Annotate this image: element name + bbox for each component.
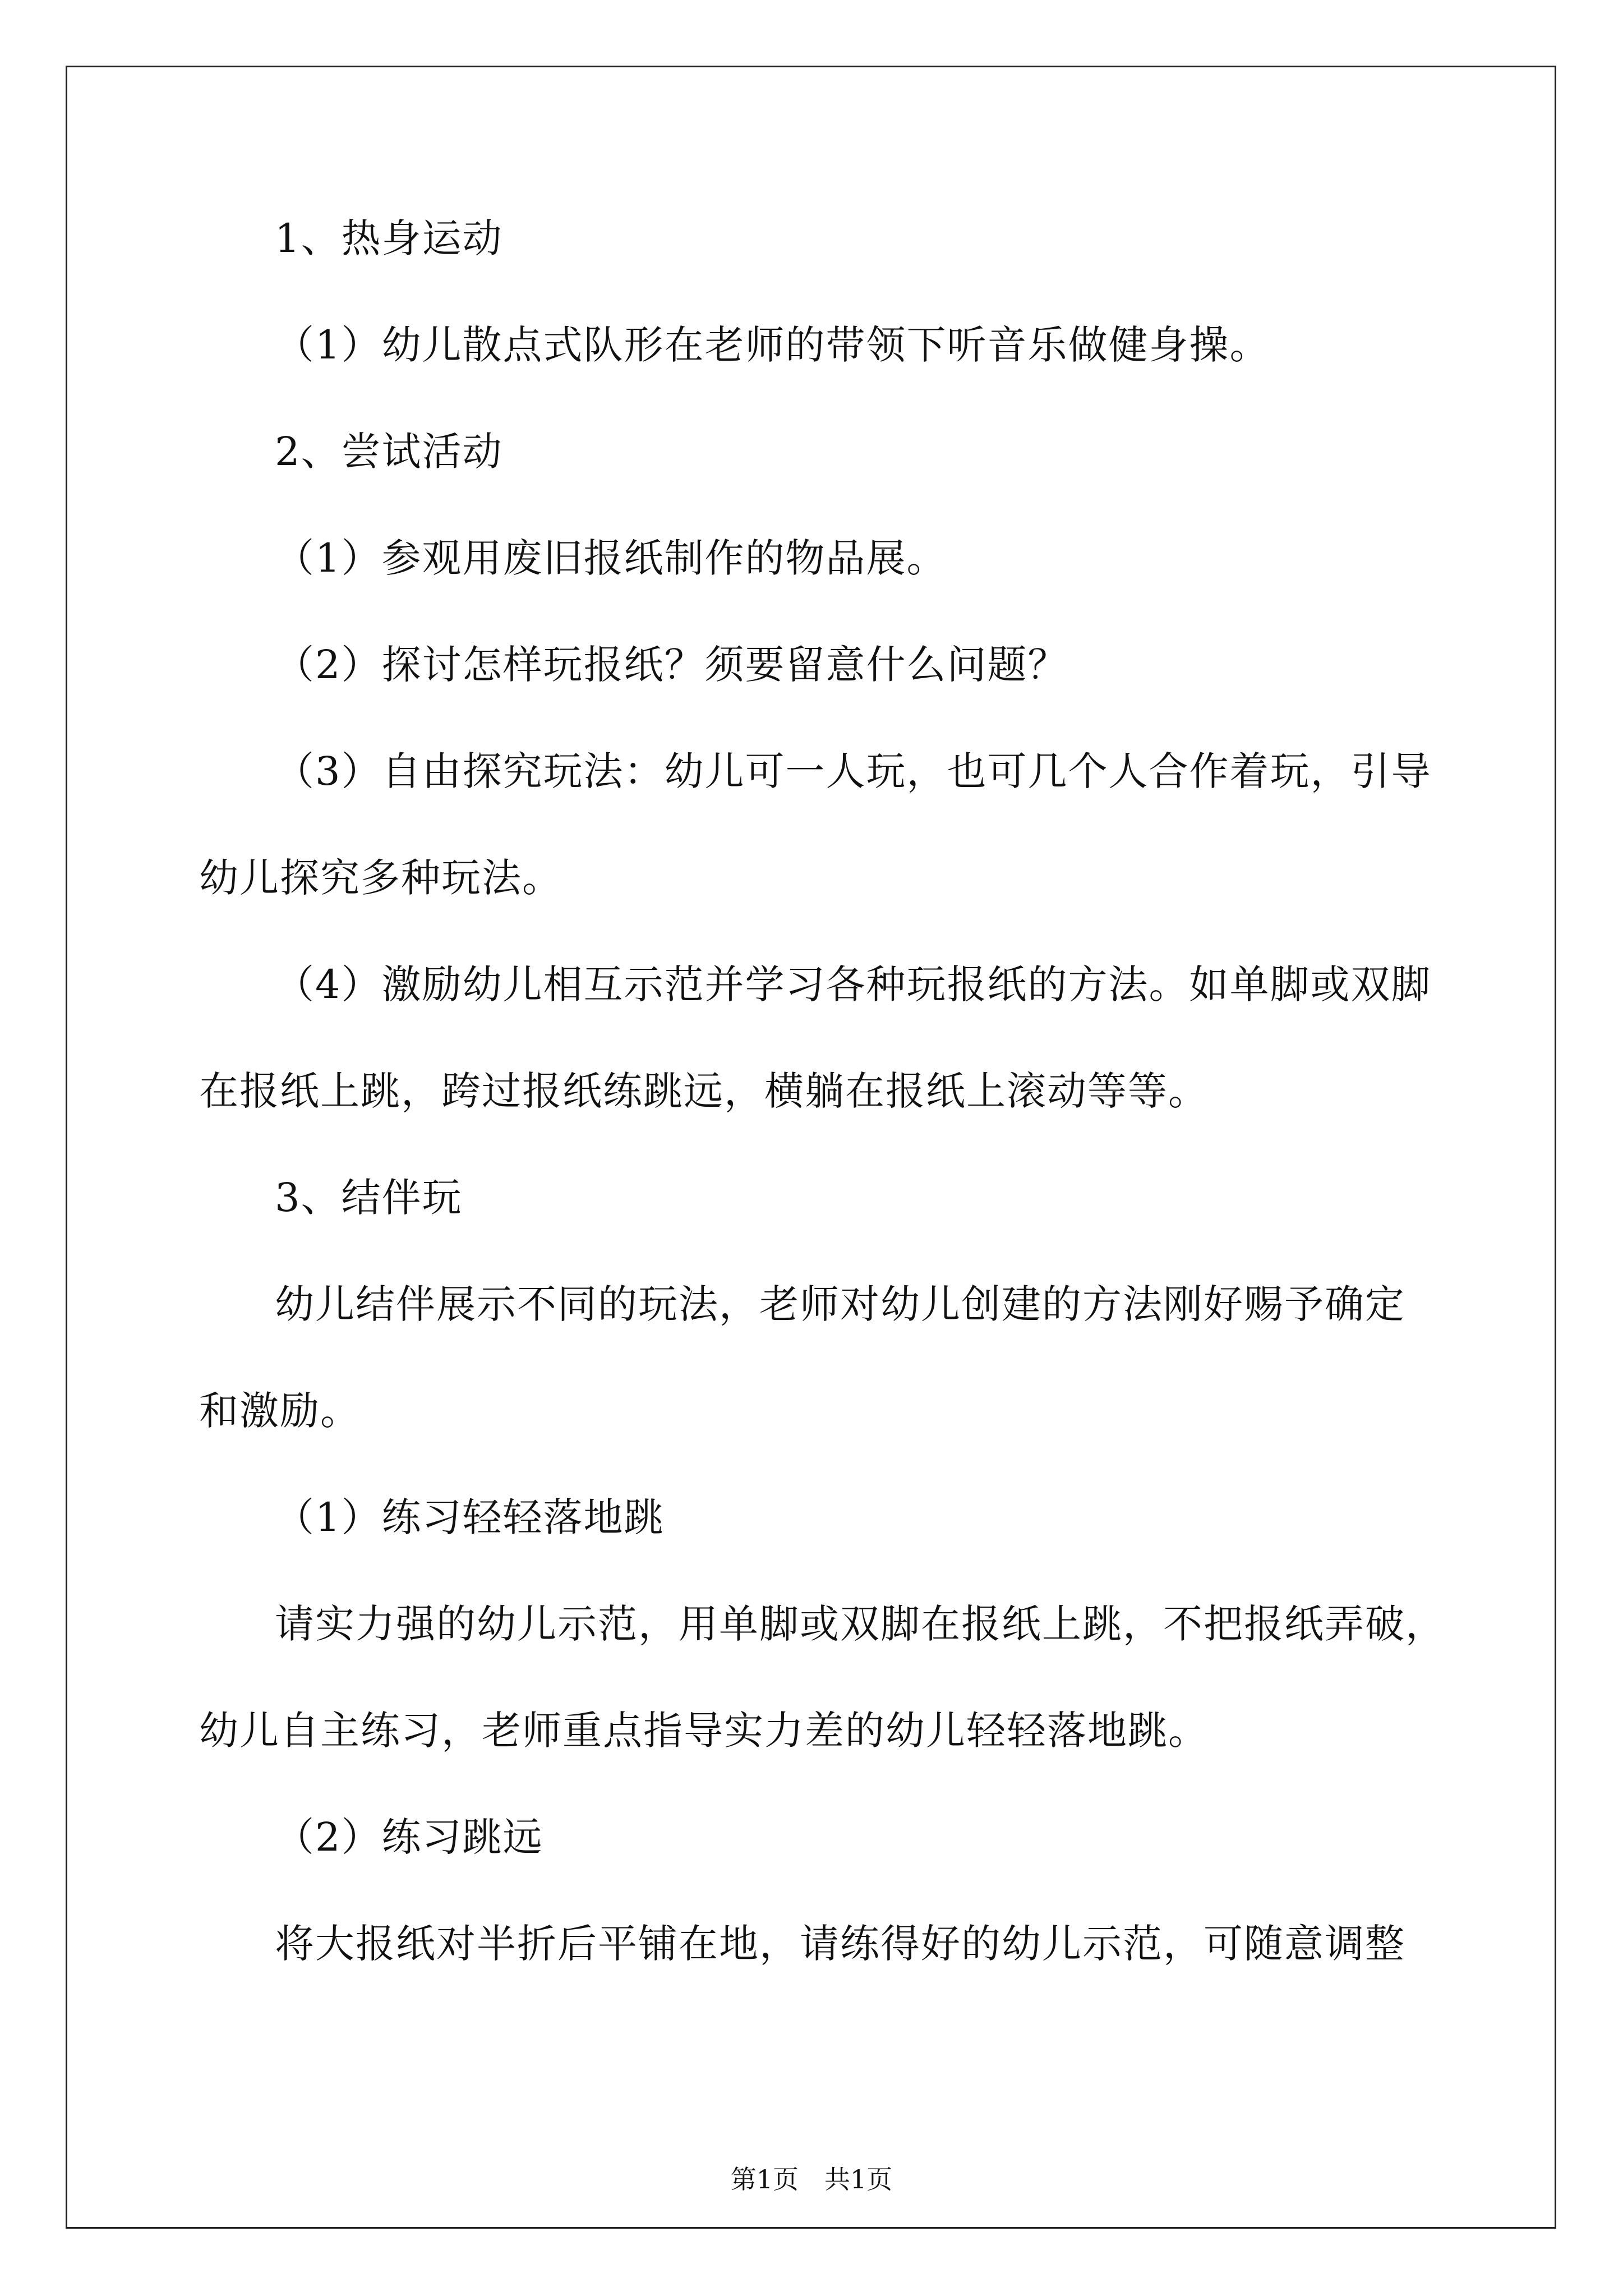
paragraph-continuation: 幼儿探究多种玩法。	[199, 855, 562, 901]
page-footer: 第1页 共1页	[730, 2164, 893, 2194]
paragraph: （1）幼儿散点式队形在老师的带领下听音乐做健身操。	[275, 322, 1270, 368]
heading-warmup: 1、热身运动	[275, 215, 503, 261]
paragraph: 幼儿结伴展示不同的玩法，老师对幼儿创建的方法刚好赐予确定	[275, 1281, 1405, 1327]
paragraph-continuation: 和激励。	[199, 1388, 361, 1434]
paragraph: （3）自由探究玩法：幼儿可一人玩，也可几个人合作着玩，引导	[275, 748, 1432, 794]
paragraph: （2）探讨怎样玩报纸？须要留意什么问题？	[275, 642, 1068, 688]
heading-pair-play: 3、结伴玩	[275, 1175, 463, 1221]
subheading: （2）练习跳远	[275, 1814, 543, 1860]
paragraph: （1）参观用废旧报纸制作的物品展。	[275, 535, 947, 581]
paragraph-continuation: 幼儿自主练习，老师重点指导实力差的幼儿轻轻落地跳。	[199, 1708, 1209, 1754]
page-border	[66, 66, 1556, 2229]
heading-trial: 2、尝试活动	[275, 429, 503, 475]
paragraph: 将大报纸对半折后平铺在地，请练得好的幼儿示范，可随意调整	[275, 1921, 1405, 1967]
paragraph: 请实力强的幼儿示范，用单脚或双脚在报纸上跳，不把报纸弄破，	[275, 1601, 1446, 1647]
paragraph-continuation: 在报纸上跳，跨过报纸练跳远，横躺在报纸上滚动等等。	[199, 1068, 1209, 1114]
paragraph: （4）激励幼儿相互示范并学习各种玩报纸的方法。如单脚或双脚	[275, 961, 1432, 1007]
subheading: （1）练习轻轻落地跳	[275, 1494, 665, 1540]
